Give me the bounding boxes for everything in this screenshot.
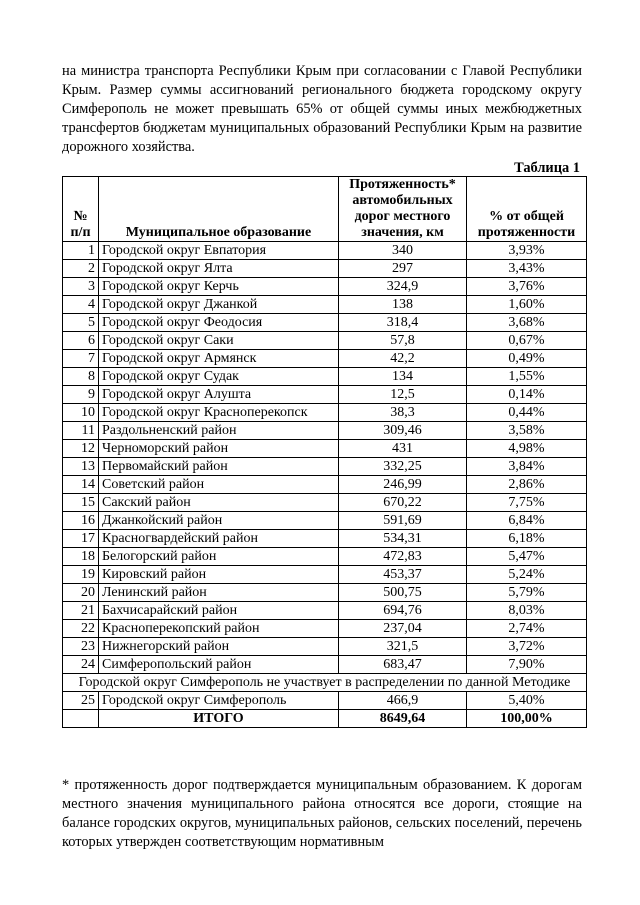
row-name: Нижнегорский район — [99, 638, 339, 656]
row-percent: 0,49% — [467, 350, 587, 368]
row-num: 14 — [63, 476, 99, 494]
row-num: 4 — [63, 296, 99, 314]
total-percent: 100,00% — [467, 710, 587, 728]
row-percent: 3,72% — [467, 638, 587, 656]
footnote: * протяженность дорог подтверждается муниципальным образованием. К дорогам местного значения муниципального района относятся все дороги, стоящие на балансе городских округов, муниципальных районов, сельских поселений, перечень которых утвержден соответствующим нормативным — [62, 777, 582, 850]
row-percent: 0,67% — [467, 332, 587, 350]
total-num-empty — [63, 710, 99, 728]
row-length: 38,3 — [339, 404, 467, 422]
row-percent: 1,60% — [467, 296, 587, 314]
table-row — [63, 260, 587, 278]
row-num: 24 — [63, 656, 99, 674]
table-row — [63, 422, 587, 440]
row-name: Кировский район — [99, 566, 339, 584]
row-percent: 6,84% — [467, 512, 587, 530]
row-num: 10 — [63, 404, 99, 422]
table-row — [63, 332, 587, 350]
row-length: 683,47 — [339, 656, 467, 674]
row-percent: 3,58% — [467, 422, 587, 440]
row-name: Городской округ Керчь — [99, 278, 339, 296]
row-num: 3 — [63, 278, 99, 296]
header-length: Протяженность* автомобильных дорог местного значения, км — [339, 177, 467, 242]
table-row — [63, 620, 587, 638]
row-percent: 0,14% — [467, 386, 587, 404]
table-row — [63, 458, 587, 476]
row-percent: 3,43% — [467, 260, 587, 278]
table-row — [63, 692, 587, 710]
row-name: Городской округ Армянск — [99, 350, 339, 368]
row-percent: 1,55% — [467, 368, 587, 386]
table-row — [63, 278, 587, 296]
row-percent: 3,68% — [467, 314, 587, 332]
row-percent: 8,03% — [467, 602, 587, 620]
row-num: 22 — [63, 620, 99, 638]
table-row — [63, 350, 587, 368]
row-length: 321,5 — [339, 638, 467, 656]
row-percent: 4,98% — [467, 440, 587, 458]
row-length: 297 — [339, 260, 467, 278]
header-percent: % от общей протяженности — [467, 177, 587, 242]
row-length: 12,5 — [339, 386, 467, 404]
row-length: 138 — [339, 296, 467, 314]
table-row — [63, 530, 587, 548]
row-num: 23 — [63, 638, 99, 656]
row-num: 6 — [63, 332, 99, 350]
row-length: 500,75 — [339, 584, 467, 602]
header-num: № п/п — [63, 177, 99, 242]
table-row — [63, 638, 587, 656]
row-percent: 5,47% — [467, 548, 587, 566]
row-name: Первомайский район — [99, 458, 339, 476]
row-name: Городской округ Судак — [99, 368, 339, 386]
row-num: 16 — [63, 512, 99, 530]
row-length: 318,4 — [339, 314, 467, 332]
row-length: 237,04 — [339, 620, 467, 638]
table-body — [63, 242, 587, 674]
row-percent: 7,75% — [467, 494, 587, 512]
row-percent: 0,44% — [467, 404, 587, 422]
table-row — [63, 242, 587, 260]
table-caption: Таблица 1 — [514, 160, 580, 176]
row-num: 12 — [63, 440, 99, 458]
row-num: 21 — [63, 602, 99, 620]
table-header-row — [63, 177, 587, 242]
row-name: Черноморский район — [99, 440, 339, 458]
row-name: Городской округ Евпатория — [99, 242, 339, 260]
row-percent: 5,40% — [467, 692, 587, 710]
row-name: Городской округ Красноперекопск — [99, 404, 339, 422]
table-row — [63, 602, 587, 620]
row-name: Городской округ Симферополь — [99, 692, 339, 710]
row-num: 5 — [63, 314, 99, 332]
row-length: 57,8 — [339, 332, 467, 350]
table-row — [63, 440, 587, 458]
row-length: 472,83 — [339, 548, 467, 566]
row-percent: 2,74% — [467, 620, 587, 638]
row-num: 1 — [63, 242, 99, 260]
row-name: Симферопольский район — [99, 656, 339, 674]
row-name: Городской округ Саки — [99, 332, 339, 350]
row-num: 20 — [63, 584, 99, 602]
total-label: ИТОГО — [99, 710, 339, 728]
row-percent: 3,93% — [467, 242, 587, 260]
distribution-table — [62, 176, 587, 728]
row-length: 309,46 — [339, 422, 467, 440]
table-row — [63, 494, 587, 512]
row-name: Городской округ Алушта — [99, 386, 339, 404]
row-percent: 5,79% — [467, 584, 587, 602]
table-row — [63, 548, 587, 566]
row-percent: 2,86% — [467, 476, 587, 494]
row-name: Красноперекопский район — [99, 620, 339, 638]
row-name: Раздольненский район — [99, 422, 339, 440]
table-row — [63, 476, 587, 494]
row-length: 431 — [339, 440, 467, 458]
row-num: 11 — [63, 422, 99, 440]
header-name: Муниципальное образование — [99, 177, 339, 242]
row-length: 670,22 — [339, 494, 467, 512]
row-name: Бахчисарайский район — [99, 602, 339, 620]
row-name: Сакский район — [99, 494, 339, 512]
row-num: 19 — [63, 566, 99, 584]
row-percent: 7,90% — [467, 656, 587, 674]
table-row — [63, 566, 587, 584]
row-name: Городской округ Ялта — [99, 260, 339, 278]
intro-paragraph: на министра транспорта Республики Крым при согласовании с Главой Республики Крым. Размер суммы ассигнований регионального бюджета городскому округу Симферополь не может превышать 65% от общей суммы иных межбюджетных трансфертов бюджетам муниципальных образований Республики Крым на развитие дорожного хозяйства. — [62, 63, 582, 155]
row-num: 9 — [63, 386, 99, 404]
row-length: 340 — [339, 242, 467, 260]
table-row — [63, 386, 587, 404]
row-length: 694,76 — [339, 602, 467, 620]
row-length: 324,9 — [339, 278, 467, 296]
table-row — [63, 512, 587, 530]
row-num: 2 — [63, 260, 99, 278]
row-name: Городской округ Джанкой — [99, 296, 339, 314]
row-num: 25 — [63, 692, 99, 710]
row-percent: 5,24% — [467, 566, 587, 584]
row-length: 534,31 — [339, 530, 467, 548]
table-row — [63, 296, 587, 314]
table-row — [63, 404, 587, 422]
table-row — [63, 584, 587, 602]
row-length: 42,2 — [339, 350, 467, 368]
simferopol-note: Городской округ Симферополь не участвует в распределении по данной Методике — [63, 674, 587, 692]
row-num: 8 — [63, 368, 99, 386]
table-row — [63, 656, 587, 674]
row-name: Ленинский район — [99, 584, 339, 602]
row-percent: 3,84% — [467, 458, 587, 476]
row-num: 17 — [63, 530, 99, 548]
row-length: 332,25 — [339, 458, 467, 476]
simferopol-note-row — [63, 674, 587, 692]
row-num: 7 — [63, 350, 99, 368]
row-length: 591,69 — [339, 512, 467, 530]
total-length: 8649,64 — [339, 710, 467, 728]
row-name: Белогорский район — [99, 548, 339, 566]
row-percent: 6,18% — [467, 530, 587, 548]
row-length: 453,37 — [339, 566, 467, 584]
table-row — [63, 314, 587, 332]
table-row — [63, 368, 587, 386]
row-name: Советский район — [99, 476, 339, 494]
row-length: 246,99 — [339, 476, 467, 494]
row-percent: 3,76% — [467, 278, 587, 296]
row-name: Красногвардейский район — [99, 530, 339, 548]
total-row — [63, 710, 587, 728]
row-name: Городской округ Феодосия — [99, 314, 339, 332]
row-length: 134 — [339, 368, 467, 386]
row-name: Джанкойский район — [99, 512, 339, 530]
row-length: 466,9 — [339, 692, 467, 710]
row-num: 18 — [63, 548, 99, 566]
row-num: 13 — [63, 458, 99, 476]
row-num: 15 — [63, 494, 99, 512]
